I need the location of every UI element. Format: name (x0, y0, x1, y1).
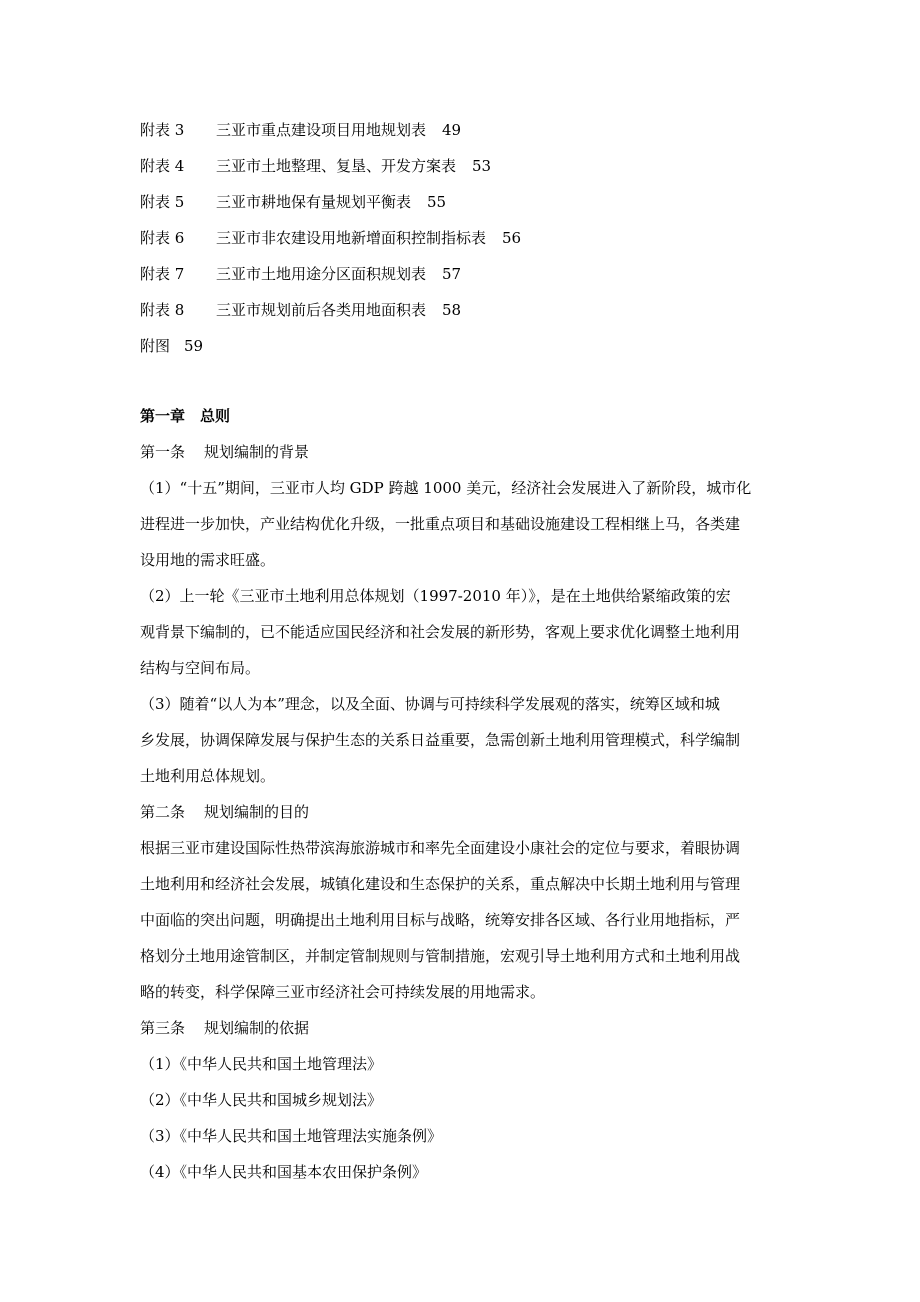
toc-item-title: 三亚市重点建设项目用地规划表 (216, 121, 427, 139)
toc-appendix-figure[interactable] (140, 336, 203, 356)
paragraph-line: 乡发展，协调保障发展与保护生态的关系日益重要，急需创新土地利用管理模式，科学编制 (140, 731, 741, 749)
article-heading (140, 442, 309, 462)
toc-item[interactable] (140, 156, 491, 176)
toc-item-page: 58 (442, 301, 462, 319)
toc-item-title: 三亚市非农建设用地新增面积控制指标表 (216, 229, 487, 247)
paragraph-line: 略的转变，科学保障三亚市经济社会可持续发展的用地需求。 (140, 983, 546, 1001)
paragraph-line: 设用地的需求旺盛。 (140, 551, 276, 569)
article-title: 规划编制的背景 (204, 443, 310, 461)
paragraph-line: 土地利用总体规划。 (140, 767, 276, 785)
toc-item-page: 49 (442, 121, 462, 139)
toc-item[interactable] (140, 192, 446, 212)
chapter-heading: 第一章 总则 (140, 407, 231, 425)
paragraph-line: 结构与空间布局。 (140, 659, 261, 677)
article-heading (140, 802, 309, 822)
toc-item[interactable] (140, 228, 521, 248)
toc-item[interactable] (140, 264, 461, 284)
list-item: （3）《中华人民共和国土地管理法实施条例》 (140, 1127, 443, 1145)
article-number: 第二条 (140, 803, 186, 821)
toc-item-title: 三亚市土地整理、复垦、开发方案表 (216, 157, 457, 175)
paragraph-line: （3）随着“以人为本”理念，以及全面、协调与可持续科学发展观的落实，统筹区域和城 (140, 695, 720, 713)
article-title: 规划编制的目的 (204, 803, 310, 821)
toc-item-label: 附表 8 (140, 301, 185, 319)
article-number: 第一条 (140, 443, 186, 461)
paragraph-line: 进程进一步加快，产业结构优化升级，一批重点项目和基础设施建设工程相继上马，各类建 (140, 515, 741, 533)
article-heading (140, 1018, 309, 1038)
toc-item-label: 附表 3 (140, 121, 185, 139)
toc-item-label: 附表 5 (140, 193, 185, 211)
paragraph-line: （1）“十五”期间，三亚市人均 GDP 跨越 1000 美元，经济社会发展进入了新阶段，城市化 (140, 479, 752, 497)
toc-item-title: 三亚市规划前后各类用地面积表 (216, 301, 427, 319)
list-item: （2）《中华人民共和国城乡规划法》 (140, 1091, 383, 1109)
toc-appendix-label: 附图 (140, 337, 171, 355)
toc-item[interactable] (140, 120, 461, 140)
toc-item-label: 附表 4 (140, 157, 185, 175)
toc-appendix-page: 59 (184, 337, 204, 355)
toc-item-label: 附表 6 (140, 229, 185, 247)
article-title: 规划编制的依据 (204, 1019, 310, 1037)
toc-item-label: 附表 7 (140, 265, 185, 283)
paragraph-line: 格划分土地用途管制区，并制定管制规则与管制措施，宏观引导土地利用方式和土地利用战 (140, 947, 741, 965)
toc-item[interactable] (140, 300, 461, 320)
paragraph-line: 土地利用和经济社会发展，城镇化建设和生态保护的关系，重点解决中长期土地利用与管理 (140, 875, 741, 893)
paragraph-line: 根据三亚市建设国际性热带滨海旅游城市和率先全面建设小康社会的定位与要求，着眼协调 (140, 839, 741, 857)
toc-item-title: 三亚市耕地保有量规划平衡表 (216, 193, 412, 211)
toc-item-page: 56 (502, 229, 522, 247)
article-number: 第三条 (140, 1019, 186, 1037)
paragraph-line: 观背景下编制的，已不能适应国民经济和社会发展的新形势，客观上要求优化调整土地利用 (140, 623, 741, 641)
paragraph-line: （2）上一轮《三亚市土地利用总体规划（1997-2010 年）》，是在土地供给紧缩政策的宏 (140, 587, 731, 605)
toc-item-page: 55 (427, 193, 447, 211)
paragraph-line: 中面临的突出问题，明确提出土地利用目标与战略，统筹安排各区域、各行业用地指标，严 (140, 911, 741, 929)
toc-item-title: 三亚市土地用途分区面积规划表 (216, 265, 427, 283)
toc-item-page: 53 (472, 157, 492, 175)
list-item: （4）《中华人民共和国基本农田保护条例》 (140, 1163, 428, 1181)
list-item: （1）《中华人民共和国土地管理法》 (140, 1055, 383, 1073)
toc-item-page: 57 (442, 265, 462, 283)
